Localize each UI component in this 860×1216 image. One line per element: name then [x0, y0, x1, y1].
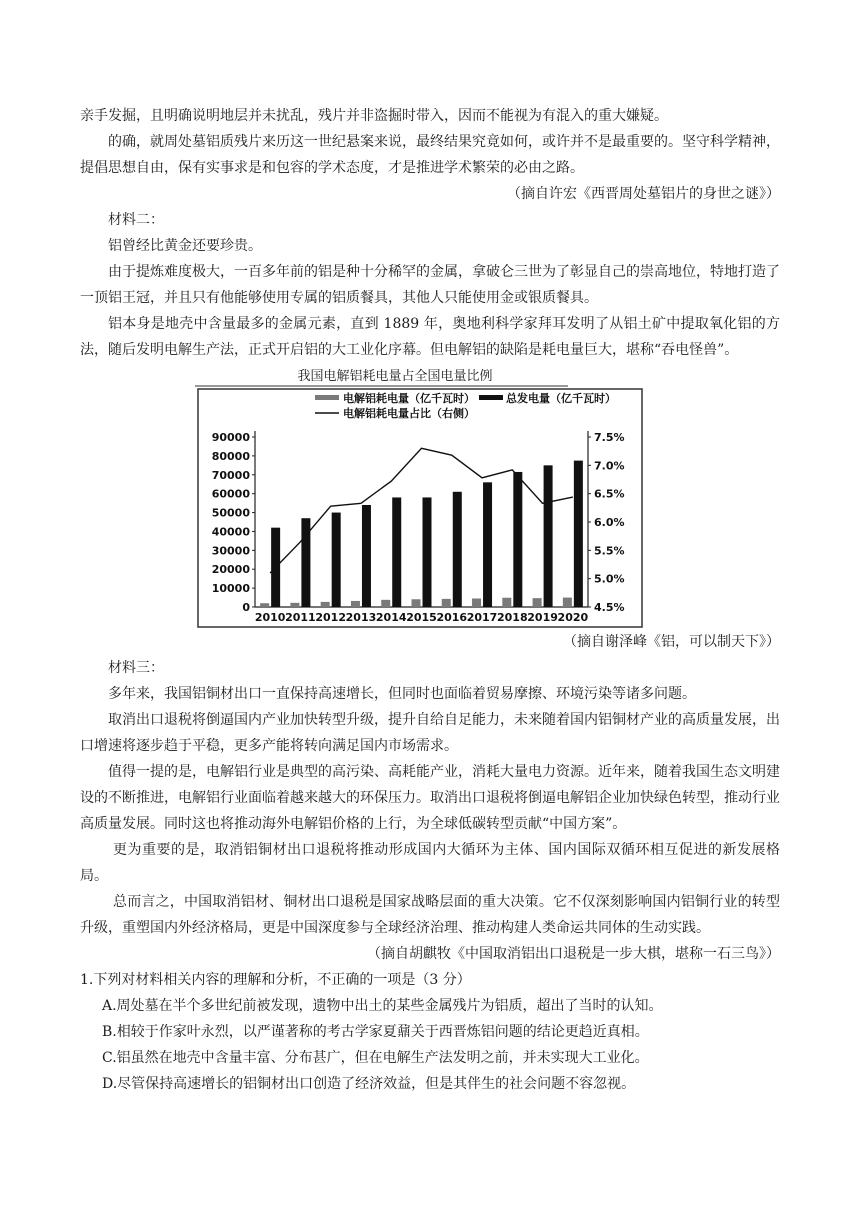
- answer-option-d[interactable]: D.尽管保持高速增长的铝铜材出口创造了经济效益，但是其伴生的社会问题不容忽视。: [102, 1076, 636, 1092]
- legend-label-consumption: 电解铝耗电量（亿千瓦时）: [343, 392, 475, 405]
- answer-option-c[interactable]: C.铝虽然在地壳中含量丰富、分布甚广，但在电解生产法发明之前，并未实现大工业化。: [102, 1050, 649, 1066]
- y-tick-label: 50000: [211, 506, 250, 520]
- y-tick-label: 10000: [211, 582, 250, 596]
- bar-total-generation: [544, 465, 553, 607]
- legend-swatch-consumption: [315, 395, 339, 400]
- y2-tick-label: 6.0%: [594, 516, 625, 529]
- x-tick-label: 2011: [285, 611, 316, 624]
- y2-tick-label: 5.5%: [594, 544, 625, 558]
- y2-tick-label: 7.0%: [594, 459, 625, 473]
- y-tick-label: 90000: [211, 431, 250, 444]
- chart-line: [270, 448, 573, 573]
- paragraph: 多年来，我国铝铜材出口一直保持高速增长，但同时也面临着贸易摩擦、环境污染等诸多问题。: [108, 686, 696, 702]
- bar-total-generation: [392, 497, 401, 607]
- x-tick-label: 2014: [375, 611, 407, 624]
- x-tick-label: 2020: [557, 611, 589, 624]
- bar-total-generation: [513, 472, 522, 607]
- y2-tick-label: 6.5%: [594, 487, 625, 501]
- bar-aluminum-consumption: [472, 599, 481, 608]
- paragraph: 更为重要的是，取消铝铜材出口退税将推动形成国内大循环为主体、国内国际双循环相互促进的新发展格局。: [80, 842, 780, 884]
- y2-tick-label: 4.5%: [594, 601, 625, 614]
- question-stem: 1.下列对材料相关内容的理解和分析，不正确的一项是（3 分）: [80, 972, 471, 988]
- y-tick-label: 20000: [211, 563, 250, 577]
- paragraph: 铝曾经比黄金还要珍贵。: [108, 238, 262, 254]
- y-tick-label: 0: [242, 601, 250, 614]
- y-tick-label: 80000: [211, 449, 250, 463]
- legend-label-generation: 总发电量（亿千瓦时）: [506, 392, 616, 405]
- paragraph: 取消出口退税将倒逼国内产业加快转型升级，提升自给自足能力，未来随着国内铝铜材产业的高质量发展，出口增速将逐步趋于平稳，更多产能将转向满足国内市场需求。: [80, 712, 780, 754]
- legend-label-share: 电解铝耗电量占比（右侧）: [343, 407, 475, 420]
- source-citation: （摘自许宏《西晋周处墓铝片的身世之谜》）: [507, 186, 780, 202]
- y-tick-label: 40000: [211, 525, 250, 539]
- y-tick-label: 60000: [211, 487, 250, 501]
- bar-total-generation: [423, 497, 432, 607]
- bar-aluminum-consumption: [381, 600, 390, 607]
- paragraph: 由于提炼难度极大，一百多年前的铝是种十分稀罕的金属，拿破仑三世为了彰显自己的崇高地位，特地打造了一顶铝王冠，并且只有他能够使用专属的铝质餐具，其他人只能使用金或银质餐具。: [80, 264, 780, 306]
- paragraph: 铝本身是地壳中含量最多的金属元素，直到 1889 年，奥地利科学家拜耳发明了从铝土矿中提取氧化铝的方法，随后发明电解生产法，正式开启铝的大工业化序幕。但电解铝的缺陷是耗电量巨大，堪称“吞电怪兽”。: [80, 316, 780, 358]
- bar-aluminum-consumption: [412, 599, 421, 607]
- x-tick-label: 2010: [254, 611, 286, 624]
- x-tick-label: 2019: [527, 611, 558, 624]
- legend-swatch-generation: [479, 395, 503, 400]
- bar-total-generation: [362, 505, 371, 607]
- bar-aluminum-consumption: [351, 601, 360, 607]
- source-citation: （摘自谢泽峰《铝，可以制天下》）: [563, 634, 780, 650]
- bar-total-generation: [453, 492, 462, 607]
- x-tick-label: 2013: [345, 611, 377, 624]
- x-tick-label: 2016: [436, 611, 468, 624]
- x-tick-label: 2012: [315, 611, 346, 624]
- material-heading: 材料三：: [108, 660, 164, 676]
- chart-title: 我国电解铝耗电量占全国电量比例: [297, 369, 493, 384]
- bar-line-chart: [195, 367, 645, 629]
- paragraph: 总而言之，中国取消铝材、铜材出口退税是国家战略层面的重大决策。它不仅深刻影响国内铝铜行业的转型升级，重塑国内外经济格局，更是中国深度参与全球经济治理、推动构建人类命运共同体的生动实践。: [80, 894, 780, 936]
- chart-legend: [315, 391, 616, 420]
- y-tick-label: 30000: [211, 544, 250, 558]
- bar-total-generation: [332, 513, 341, 607]
- material-heading: 材料二：: [108, 212, 164, 228]
- bar-aluminum-consumption: [533, 598, 542, 607]
- bar-aluminum-consumption: [260, 603, 269, 607]
- paragraph: 的确，就周处墓铝质残片来历这一世纪悬案来说，最终结果究竟如何，或许并不是最重要的。坚守科学精神，提倡思想自由，保有实事求是和包容的学术态度，才是推进学术繁荣的必由之路。: [80, 134, 780, 176]
- bar-total-generation: [574, 461, 583, 607]
- bar-aluminum-consumption: [321, 602, 330, 607]
- bar-aluminum-consumption: [442, 599, 451, 607]
- paragraph: 值得一提的是，电解铝行业是典型的高污染、高耗能产业，消耗大量电力资源。近年来，随着我国生态文明建设的不断推进，电解铝行业面临着越来越大的环保压力。取消出口退税将倒逼电解铝企业加快绿色转型，推动行业高质量发展。同时这也将推动海外电解铝价格的上行，为全球低碳转型贡献“中国方案”。: [80, 764, 780, 832]
- x-tick-label: 2015: [406, 611, 437, 624]
- y2-tick-label: 5.0%: [594, 572, 625, 586]
- paragraph: 亲手发掘，且明确说明地层并未扰乱，残片并非盗掘时带入，因而不能视为有混入的重大嫌疑。: [80, 108, 668, 124]
- x-tick-label: 2018: [497, 611, 528, 624]
- bar-aluminum-consumption: [502, 598, 511, 607]
- y-tick-label: 70000: [211, 468, 250, 482]
- y2-tick-label: 7.5%: [594, 431, 625, 444]
- source-citation: （摘自胡麒牧《中国取消铝出口退税是一步大棋，堪称一石三鸟》）: [367, 946, 780, 962]
- bar-aluminum-consumption: [290, 603, 299, 607]
- bar-total-generation: [483, 482, 492, 607]
- answer-option-a[interactable]: A.周处墓在半个多世纪前被发现，遗物中出土的某些金属残片为铝质，超出了当时的认知。: [102, 998, 663, 1014]
- line-aluminum-share: [270, 448, 573, 573]
- x-tick-label: 2017: [466, 611, 498, 624]
- document-page: [80, 103, 780, 1097]
- chart-container: [80, 367, 780, 629]
- answer-option-b[interactable]: B.相较于作家叶永烈，以严谨著称的考古学家夏鼐关于西晋炼铝问题的结论更趋近真相。: [102, 1024, 649, 1040]
- bar-aluminum-consumption: [563, 598, 572, 607]
- chart-bars: [260, 461, 583, 607]
